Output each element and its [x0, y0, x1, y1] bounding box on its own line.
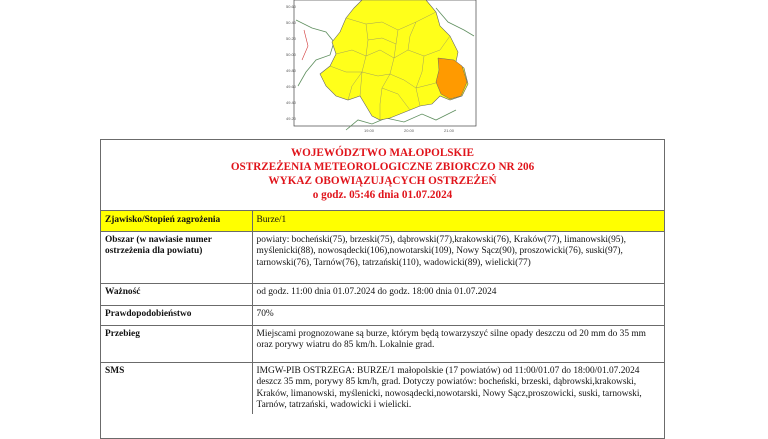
table-row-validity [101, 283, 664, 305]
table-row-area [101, 231, 664, 283]
row-value: od godz. 11:00 dnia 01.07.2024 do godz. 18:00 dnia 01.07.2024 [252, 283, 664, 305]
map-svg [286, 0, 482, 138]
x-tick: 20.00 [404, 128, 415, 133]
table-row-course [101, 325, 664, 362]
row-value: powiaty: bocheński(75), brzeski(75), dąbrowski(77),krakowski(76), Kraków(77), limanowski(95), myślenicki(88), nowosądecki(106),nowotarski(109), Nowy Sącz(90), proszowicki(76), suski(97), tarnowski(76), Tarnów(76), tatrzański(110), wadowicki(89), wielicki(77) [252, 231, 664, 283]
header-region: WOJEWÓDZTWO MAŁOPOLSKIE [290, 147, 475, 159]
header-warning-number: OSTRZEŻENIA METEOROLOGICZNE ZBIORCZO NR 206 [230, 161, 535, 173]
row-label: Zjawisko/Stopień zagrożenia [101, 211, 252, 231]
table-row-probability [101, 305, 664, 325]
y-tick: 49.80 [286, 68, 297, 73]
y-tick: 50.40 [286, 20, 297, 25]
header-timestamp: o godz. 05:46 dnia 01.07.2024 [312, 189, 453, 201]
warning-document [100, 139, 665, 439]
row-label: Prawdopodobieństwo [101, 305, 252, 325]
y-tick: 50.00 [286, 52, 297, 57]
row-value: Burze/1 [252, 211, 664, 231]
x-tick: 19.00 [364, 128, 375, 133]
row-label: Obszar (w nawiasie numer ostrzeżenia dla powiatu) [101, 231, 252, 283]
warning-table [101, 211, 664, 414]
table-row-sms [101, 362, 664, 414]
table-row-phenomenon [101, 211, 664, 231]
y-tick: 50.20 [286, 36, 297, 41]
y-tick: 49.40 [286, 100, 297, 105]
warning-map [286, 0, 482, 138]
y-tick: 49.20 [286, 116, 297, 121]
row-value: 70% [252, 305, 664, 325]
row-label: SMS [101, 362, 252, 414]
row-label: Ważność [101, 283, 252, 305]
row-label: Przebieg [101, 325, 252, 362]
y-tick: 50.60 [286, 4, 297, 9]
y-tick: 49.60 [286, 84, 297, 89]
x-tick: 21.00 [444, 128, 455, 133]
header-list-title: WYKAZ OBOWIĄZUJĄCYCH OSTRZEŻEŃ [268, 175, 497, 187]
row-value: Miejscami prognozowane są burze, którym będą towarzyszyć silne opady deszczu od 20 mm do 35 mm oraz porywy wiatru do 85 km/h. Lokalnie grad. [252, 325, 664, 362]
document-header [101, 140, 664, 211]
x-axis [364, 128, 455, 133]
row-value: IMGW-PIB OSTRZEGA: BURZE/1 małopolskie (17 powiatów) od 11:00/01.07 do 18:00/01.07.2024 deszcz 35 mm, porywy 85 km/h, grad. Dotyczy powiatów: bocheński, brzeski, dąbrowski,krakowski, Kraków, limanowski, myślenicki, nowosądecki,nowotarski, Nowy Sącz,proszowicki, suski, tarnowski, Tarnów, tatrzański, wadowicki i wielicki. [252, 362, 664, 414]
